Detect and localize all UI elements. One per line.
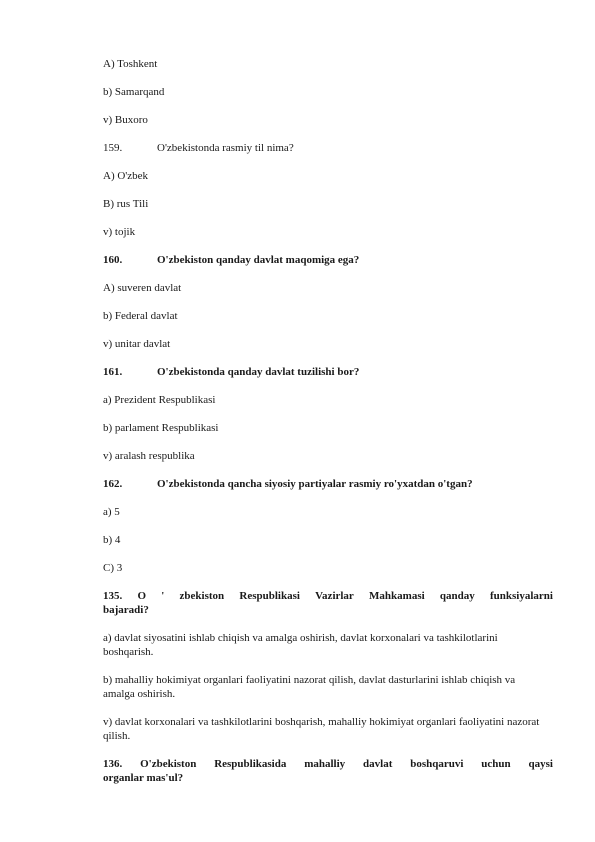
question-word: Mahkamasi — [369, 590, 425, 602]
question-line — [103, 757, 553, 771]
question-word: Respublikasida — [214, 758, 287, 770]
question-word: zbekiston — [179, 590, 225, 602]
question-number: 135. — [103, 590, 123, 602]
answer-option: A) O'zbek — [103, 170, 149, 182]
answer-option: b) 4 — [103, 534, 121, 546]
answer-option: b) parlament Respublikasi — [103, 422, 219, 434]
question-160 — [103, 253, 553, 267]
answer-option: B) rus Tili — [103, 198, 149, 210]
answer-option: v) unitar davlat — [103, 338, 171, 350]
question-number: 136. — [103, 758, 123, 770]
answer-option: v) Buxoro — [103, 114, 148, 126]
question-161 — [103, 365, 553, 379]
question-number: 162. — [103, 478, 123, 490]
question-text: O'zbekistonda qancha siyosiy partiyalar rasmiy ro'yxatdan o'tgan? — [157, 478, 473, 490]
answer-option: b) mahalliy hokimiyat organlari faoliyatini nazorat qilish, davlat dasturlarini ishlab chiqish va amalga oshirish. — [103, 674, 516, 700]
question-136 — [103, 757, 553, 785]
answer-option: a) 5 — [103, 506, 120, 518]
question-number: 161. — [103, 366, 123, 378]
question-line — [103, 589, 553, 603]
question-word: uchun — [481, 758, 511, 770]
answer-option: C) 3 — [103, 562, 123, 574]
answer-option: a) Prezident Respublikasi — [103, 394, 216, 406]
question-word: ' — [161, 590, 165, 602]
answer-option: v) aralash respublika — [103, 450, 195, 462]
answer-option: b) Federal davlat — [103, 310, 178, 322]
question-text: O'zbekistonda qanday davlat tuzilishi bor? — [157, 366, 360, 378]
question-159 — [103, 141, 553, 155]
answer-option: v) davlat korxonalari va tashkilotlarini boshqarish, mahalliy hokimiyat organlari faoliyatini nazorat qilish. — [103, 716, 540, 742]
answer-option: a) davlat siyosatini ishlab chiqish va amalga oshirish, davlat korxonalari va tashkilotlarini boshqarish. — [103, 632, 498, 658]
answer-option: A) Toshkent — [103, 58, 158, 70]
question-135 — [103, 589, 553, 617]
question-line: organlar mas'ul? — [103, 772, 184, 784]
answer-option: A) suveren davlat — [103, 282, 182, 294]
question-word: qanday — [439, 590, 475, 602]
question-162 — [103, 477, 553, 491]
question-text: O'zbekiston qanday davlat maqomiga ega? — [157, 254, 360, 266]
question-number: 159. — [103, 142, 123, 154]
question-word: davlat — [363, 758, 393, 770]
question-word: Respublikasi — [239, 590, 300, 602]
question-text: O'zbekistonda rasmiy til nima? — [157, 142, 294, 154]
question-number: 160. — [103, 254, 123, 266]
question-word: O — [137, 590, 147, 602]
question-line: bajaradi? — [103, 604, 149, 616]
question-word: boshqaruvi — [410, 758, 464, 770]
question-word: mahalliy — [304, 758, 346, 770]
question-word: funksiyalarni — [489, 590, 553, 602]
answer-option: v) tojik — [103, 226, 136, 238]
question-word: O'zbekiston — [140, 758, 197, 770]
question-word: qaysi — [528, 758, 553, 770]
question-word: Vazirlar — [315, 590, 354, 602]
answer-option: b) Samarqand — [103, 86, 165, 98]
